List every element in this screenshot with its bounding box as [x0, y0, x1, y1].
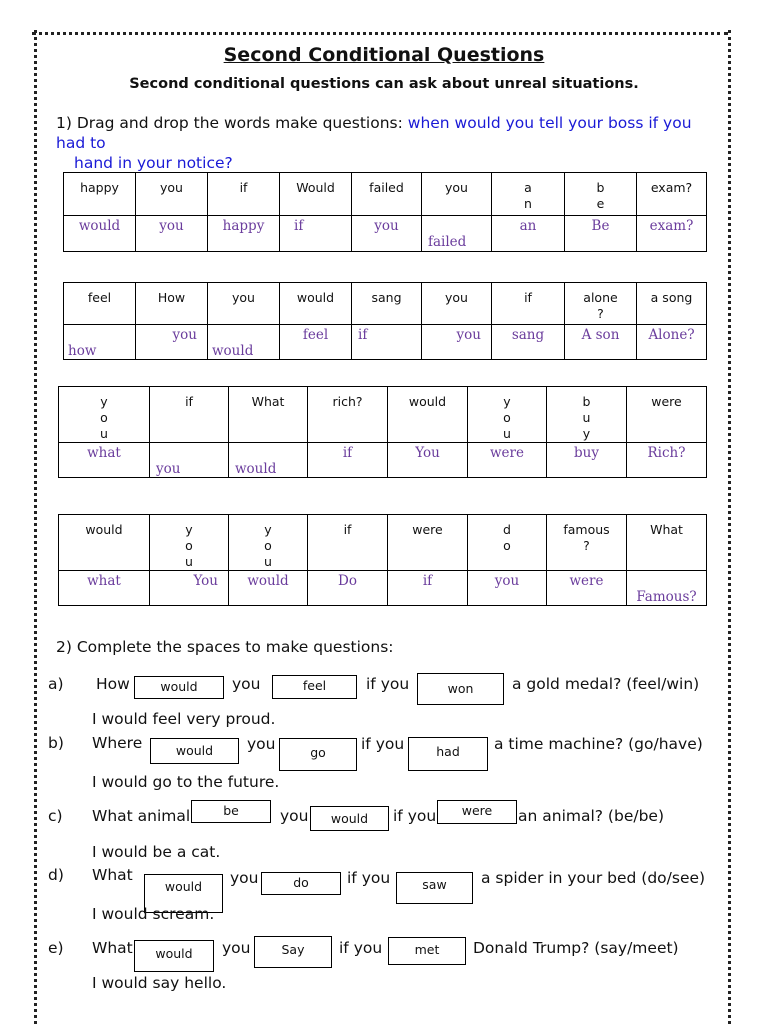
word-tile[interactable]: How: [136, 283, 208, 325]
page-border-top: [32, 32, 728, 35]
word-tile[interactable]: What: [229, 387, 308, 443]
question-word: you: [230, 869, 259, 887]
answer-cell[interactable]: sang: [492, 325, 565, 360]
page-border-right: [728, 30, 731, 1024]
answer-cell[interactable]: an: [492, 216, 565, 252]
word-tile[interactable]: alone ?: [565, 283, 637, 325]
answer-cell[interactable]: happy: [208, 216, 280, 252]
answer-box[interactable]: had: [408, 737, 488, 771]
word-tile[interactable]: were: [388, 515, 468, 571]
question-word: you: [232, 675, 261, 693]
page-title: Second Conditional Questions: [223, 44, 545, 66]
answer-box[interactable]: feel: [272, 675, 357, 699]
answer-box[interactable]: were: [437, 800, 517, 824]
answer-cell[interactable]: You: [388, 443, 468, 478]
answer-cell[interactable]: Do: [308, 571, 388, 606]
word-table-3: [58, 386, 707, 478]
answer-cell[interactable]: would: [64, 216, 136, 252]
word-tile[interactable]: be: [565, 173, 637, 216]
page-subtitle: Second conditional questions can ask about unreal situations.: [129, 76, 639, 92]
word-tile[interactable]: sang: [352, 283, 422, 325]
answer-cell[interactable]: were: [468, 443, 547, 478]
answer-cell[interactable]: you: [352, 216, 422, 252]
question-word: you: [280, 807, 309, 825]
answer-cell[interactable]: buy: [547, 443, 627, 478]
word-table-4: [58, 514, 707, 606]
page-border-left: [34, 30, 37, 1024]
answer-cell[interactable]: would: [208, 325, 280, 360]
word-tile[interactable]: a song: [637, 283, 707, 325]
answer-box[interactable]: would: [134, 940, 214, 972]
word-tile[interactable]: you: [136, 173, 208, 216]
answer-box[interactable]: met: [388, 937, 466, 965]
question-word: you: [247, 735, 276, 753]
answer-box[interactable]: would: [310, 806, 389, 831]
answer-cell[interactable]: what: [59, 571, 150, 606]
word-tile[interactable]: if: [208, 173, 280, 216]
model-answer: I would scream.: [92, 905, 215, 923]
answer-box[interactable]: saw: [396, 872, 473, 904]
question-word: Where: [92, 734, 143, 752]
word-tile[interactable]: you: [229, 515, 308, 571]
answer-cell[interactable]: what: [59, 443, 150, 478]
word-tile[interactable]: famous ?: [547, 515, 627, 571]
word-tile[interactable]: would: [388, 387, 468, 443]
question-word: a gold medal? (feel/win): [512, 675, 700, 693]
model-answer: I would be a cat.: [92, 843, 221, 861]
question-word: a time machine? (go/have): [494, 735, 703, 753]
example-question-cont: hand in your notice?: [74, 154, 233, 172]
question-word: if you: [339, 939, 383, 957]
word-tile[interactable]: would: [280, 283, 352, 325]
answer-box[interactable]: Say: [254, 936, 332, 968]
answer-cell[interactable]: A son: [565, 325, 637, 360]
answer-cell[interactable]: how: [64, 325, 136, 360]
word-tile[interactable]: if: [492, 283, 565, 325]
question-word: if you: [393, 807, 437, 825]
item-letter: c): [48, 807, 63, 825]
word-table-2: [63, 282, 707, 360]
word-tile[interactable]: Would: [280, 173, 352, 216]
answer-cell[interactable]: Be: [565, 216, 637, 252]
word-tile[interactable]: you: [59, 387, 150, 443]
answer-box[interactable]: won: [417, 673, 504, 705]
word-tile[interactable]: rich?: [308, 387, 388, 443]
word-tile[interactable]: you: [208, 283, 280, 325]
question-word: if you: [366, 675, 410, 693]
answer-cell[interactable]: You: [150, 571, 229, 606]
word-tile[interactable]: you: [468, 387, 547, 443]
answer-box[interactable]: would: [134, 676, 224, 699]
answer-cell[interactable]: exam?: [637, 216, 707, 252]
answer-cell[interactable]: you: [150, 443, 229, 478]
word-tile[interactable]: you: [150, 515, 229, 571]
section1-instruction: [56, 113, 716, 173]
answer-cell[interactable]: failed: [422, 216, 492, 252]
answer-box[interactable]: would: [150, 738, 239, 764]
question-word: Donald Trump? (say/meet): [473, 939, 679, 957]
answer-cell[interactable]: you: [136, 216, 208, 252]
model-answer: I would say hello.: [92, 974, 227, 992]
word-tile[interactable]: exam?: [637, 173, 707, 216]
word-table-1: [63, 172, 707, 252]
answer-cell[interactable]: would: [229, 571, 308, 606]
question-word: a spider in your bed (do/see): [481, 869, 706, 887]
example-question: when would you tell your boss if you had to: [56, 114, 692, 152]
question-word: What: [92, 939, 133, 957]
answer-cell[interactable]: if: [388, 571, 468, 606]
answer-cell[interactable]: you: [422, 325, 492, 360]
answer-cell[interactable]: Rich?: [627, 443, 707, 478]
word-tile[interactable]: feel: [64, 283, 136, 325]
answer-cell[interactable]: if: [308, 443, 388, 478]
question-word: What: [92, 866, 133, 884]
section2-heading: 2) Complete the spaces to make questions:: [56, 638, 394, 656]
question-word: What animal: [92, 807, 191, 825]
word-tile[interactable]: What: [627, 515, 707, 571]
answer-cell[interactable]: were: [547, 571, 627, 606]
answer-cell[interactable]: if: [352, 325, 422, 360]
answer-cell[interactable]: Alone?: [637, 325, 707, 360]
answer-box[interactable]: be: [191, 800, 271, 823]
answer-cell[interactable]: Famous?: [627, 571, 707, 606]
question-word: if you: [361, 735, 405, 753]
model-answer: I would feel very proud.: [92, 710, 276, 728]
answer-box[interactable]: do: [261, 872, 341, 895]
answer-cell[interactable]: feel: [280, 325, 352, 360]
answer-box[interactable]: go: [279, 738, 357, 771]
answer-box[interactable]: would: [144, 874, 223, 913]
question-word: an animal? (be/be): [518, 807, 665, 825]
question-word: if you: [347, 869, 391, 887]
item-letter: e): [48, 939, 64, 957]
word-tile[interactable]: if: [308, 515, 388, 571]
answer-cell[interactable]: you: [136, 325, 208, 360]
answer-cell[interactable]: you: [468, 571, 547, 606]
word-tile[interactable]: failed: [352, 173, 422, 216]
question-word: How: [96, 675, 130, 693]
item-letter: a): [48, 675, 64, 693]
word-tile[interactable]: an: [492, 173, 565, 216]
word-tile[interactable]: you: [422, 283, 492, 325]
question-word: you: [222, 939, 251, 957]
word-tile[interactable]: would: [59, 515, 150, 571]
word-tile[interactable]: were: [627, 387, 707, 443]
model-answer: I would go to the future.: [92, 773, 280, 791]
answer-cell[interactable]: if: [280, 216, 352, 252]
instruction-prefix: 1) Drag and drop the words make questions:: [56, 114, 408, 132]
word-tile[interactable]: happy: [64, 173, 136, 216]
answer-cell[interactable]: would: [229, 443, 308, 478]
word-tile[interactable]: buy: [547, 387, 627, 443]
word-tile[interactable]: if: [150, 387, 229, 443]
word-tile[interactable]: do: [468, 515, 547, 571]
word-tile[interactable]: you: [422, 173, 492, 216]
item-letter: b): [48, 734, 64, 752]
item-letter: d): [48, 866, 64, 884]
